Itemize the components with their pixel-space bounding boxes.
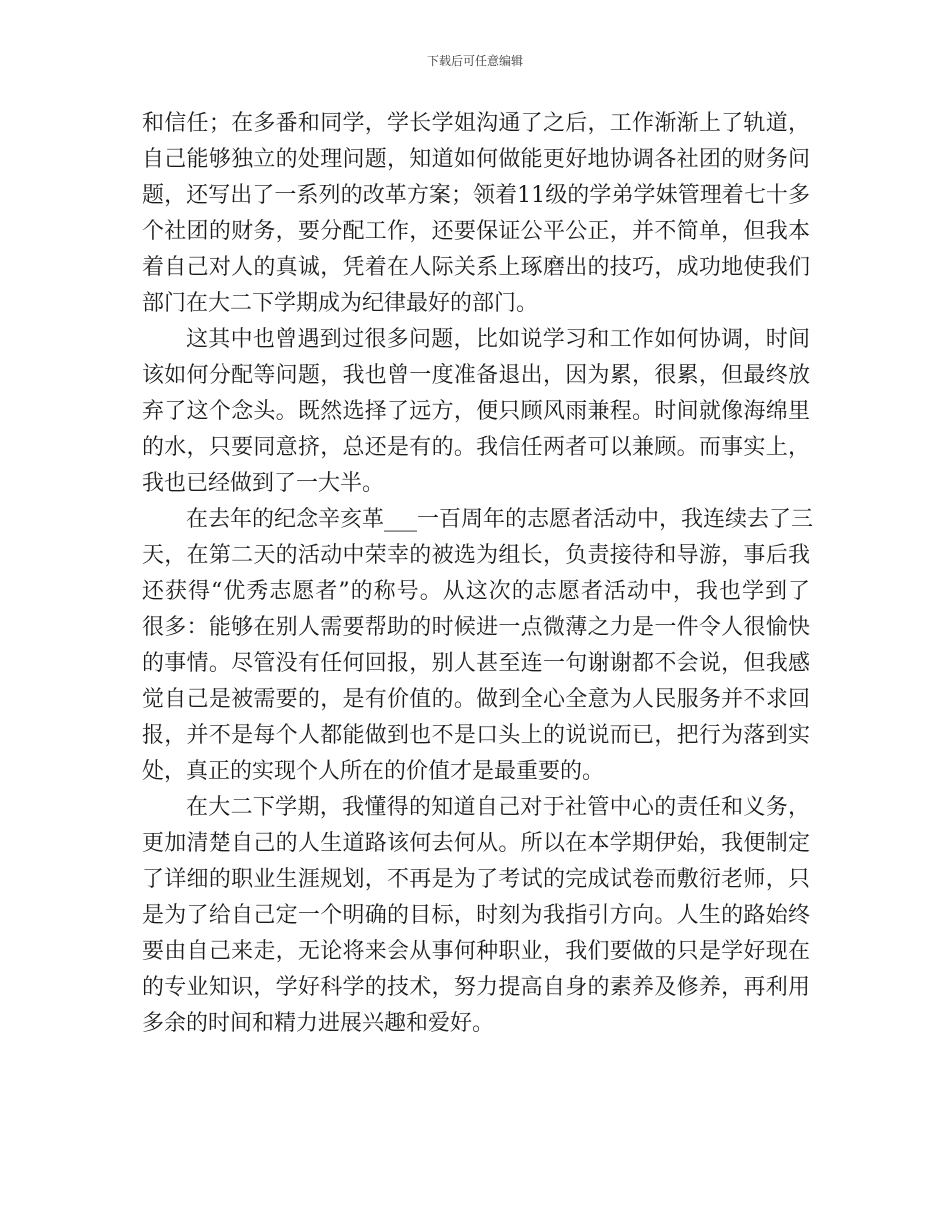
text-line: 弃了这个念头。既然选择了远方，便只顾风雨兼程。时间就像海绵里 xyxy=(142,399,810,424)
text-line: 着自己对人的真诚，凭着在人际关系上琢磨出的技巧，成功地使我们 xyxy=(142,255,810,280)
text-line: 题，还写出了一系列的改革方案；领着11级的学弟学妹管理着七十多 xyxy=(142,183,810,208)
text-line: 是为了给自己定一个明确的目标，时刻为我指引方向。人生的路始终 xyxy=(142,903,810,928)
text-line: 个社团的财务，要分配工作，还要保证公平公正，并不简单，但我本 xyxy=(142,219,810,244)
text-line: 还获得“优秀志愿者”的称号。从这次的志愿者活动中，我也学到了 xyxy=(142,579,810,604)
paragraph-1 xyxy=(142,106,810,322)
text-line: 该如何分配等问题，我也曾一度准备退出，因为累，很累，但最终放 xyxy=(142,363,810,388)
text-line: 天，在第二天的活动中荣幸的被选为组长，负责接待和导游，事后我 xyxy=(142,543,810,568)
text-line: 的水，只要同意挤，总还是有的。我信任两者可以兼顾。而事实上， xyxy=(142,435,810,460)
text-line: 很多：能够在别人需要帮助的时候进一点微薄之力是一件令人很愉快 xyxy=(142,615,810,640)
text-line: 在大二下学期，我懂得的知道自己对于社管中心的责任和义务， xyxy=(186,795,810,820)
paragraph-4 xyxy=(142,790,810,1042)
text-line: 和信任；在多番和同学，学长学姐沟通了之后，工作渐渐上了轨道， xyxy=(142,111,810,136)
text-line: 报，并不是每个人都能做到也不是口头上的说说而已，把行为落到实 xyxy=(142,723,810,748)
paragraph-2 xyxy=(142,322,810,502)
text-line: 觉自己是被需要的，是有价值的。做到全心全意为人民服务并不求回 xyxy=(142,687,810,712)
text-line: 的专业知识，学好科学的技术，努力提高自身的素养及修养，再利用 xyxy=(142,975,810,1000)
text-line: 在去年的纪念辛亥革___一百周年的志愿者活动中，我连续去了三 xyxy=(186,507,814,532)
text-line: 要由自己来走，无论将来会从事何种职业，我们要做的只是学好现在 xyxy=(142,939,810,964)
text-line: 了详细的职业生涯规划，不再是为了考试的完成试卷而敷衍老师，只 xyxy=(142,867,810,892)
text-line: 这其中也曾遇到过很多问题，比如说学习和工作如何协调，时间 xyxy=(186,327,810,352)
text-line: 我也已经做到了一大半。 xyxy=(142,471,385,496)
text-line: 多余的时间和精力进展兴趣和爱好。 xyxy=(142,1011,495,1036)
text-line: 更加清楚自己的人生道路该何去何从。所以在本学期伊始，我便制定 xyxy=(142,831,810,856)
text-line: 部门在大二下学期成为纪律最好的部门。 xyxy=(142,291,539,316)
text-line: 自己能够独立的处理问题，知道如何做能更好地协调各社团的财务问 xyxy=(142,147,810,172)
text-line: 处，真正的实现个人所在的价值才是最重要的。 xyxy=(142,759,605,784)
page-header: 下载后可任意编辑 xyxy=(426,54,523,68)
paragraph-3 xyxy=(142,502,814,790)
document-body xyxy=(142,106,814,1042)
text-line: 的事情。尽管没有任何回报，别人甚至连一句谢谢都不会说，但我感 xyxy=(142,651,810,676)
